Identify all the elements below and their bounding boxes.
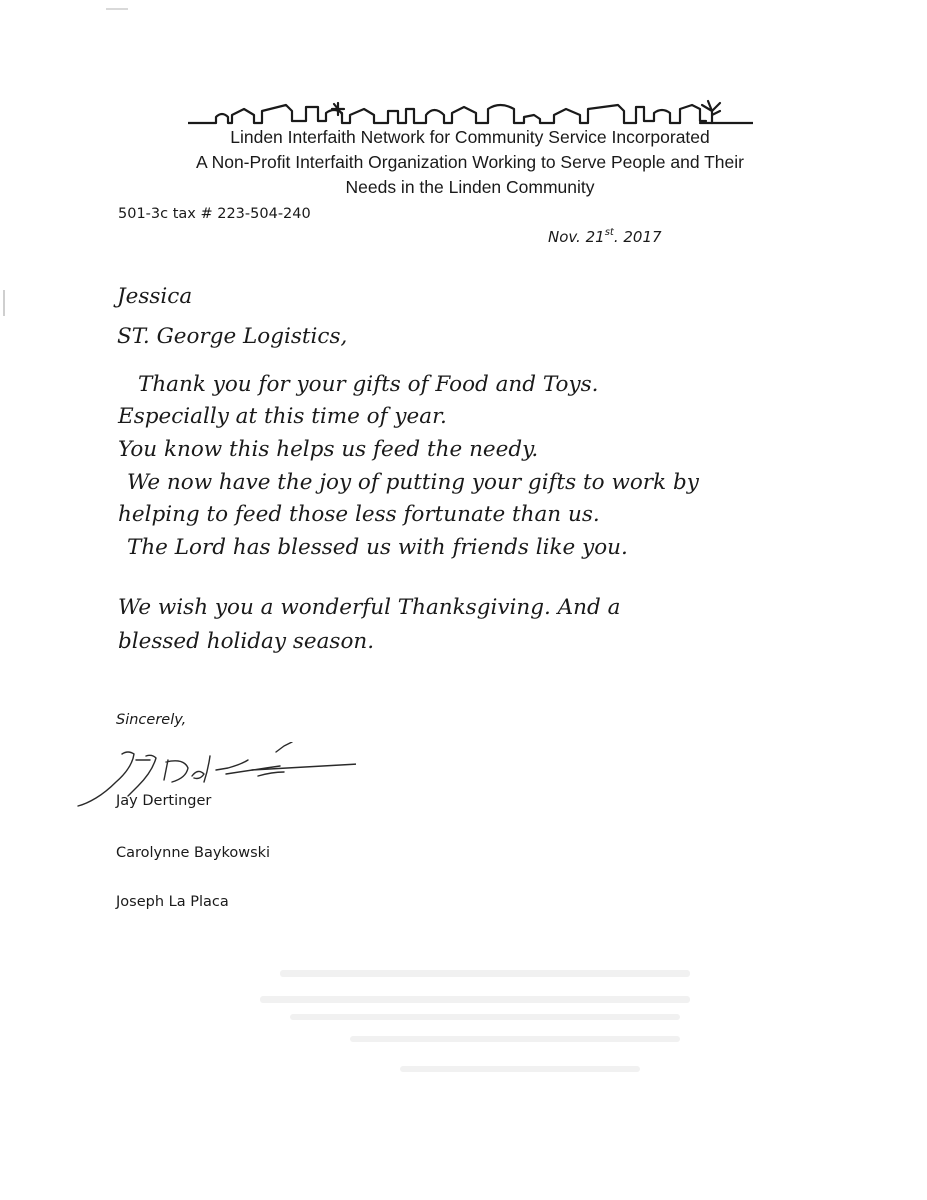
signatory-name: Jay Dertinger [116, 793, 212, 809]
org-name: Linden Interfaith Network for Community Service Incorporated [230, 127, 710, 147]
recipient-company: ST. George Logistics, [117, 324, 348, 349]
letter-date [548, 228, 662, 246]
recipient-name: Jessica [117, 284, 193, 309]
body-line: helping to feed those less fortunate than us. [118, 502, 600, 527]
body-line: You know this helps us feed the needy. [118, 437, 539, 462]
closing-line: We wish you a wonderful Thanksgiving. And a [118, 595, 621, 620]
signatory-name: Joseph La Placa [116, 894, 229, 910]
org-tagline: Needs in the Linden Community [345, 177, 595, 197]
date-year: . 2017 [613, 228, 662, 246]
scan-mark [3, 290, 5, 316]
date-ordinal: st [604, 227, 614, 238]
tax-id: 501-3c tax # 223-504-240 [118, 206, 311, 222]
closing-salutation: Sincerely, [116, 712, 187, 728]
scan-mark [106, 8, 128, 10]
body-line: We now have the joy of putting your gifts to work by [127, 470, 699, 495]
date-day: Nov. 21 [548, 228, 605, 246]
body-line: Thank you for your gifts of Food and Toys. [138, 372, 599, 397]
letterhead [120, 125, 820, 200]
signatory-name: Carolynne Baykowski [116, 845, 271, 861]
body-line: Especially at this time of year. [118, 404, 447, 429]
bleed-through-marks [230, 962, 750, 1092]
org-tagline: A Non-Profit Interfaith Organization Working to Serve People and Their [196, 152, 744, 172]
closing-line: blessed holiday season. [118, 629, 375, 654]
body-line: The Lord has blessed us with friends like you. [127, 535, 628, 560]
